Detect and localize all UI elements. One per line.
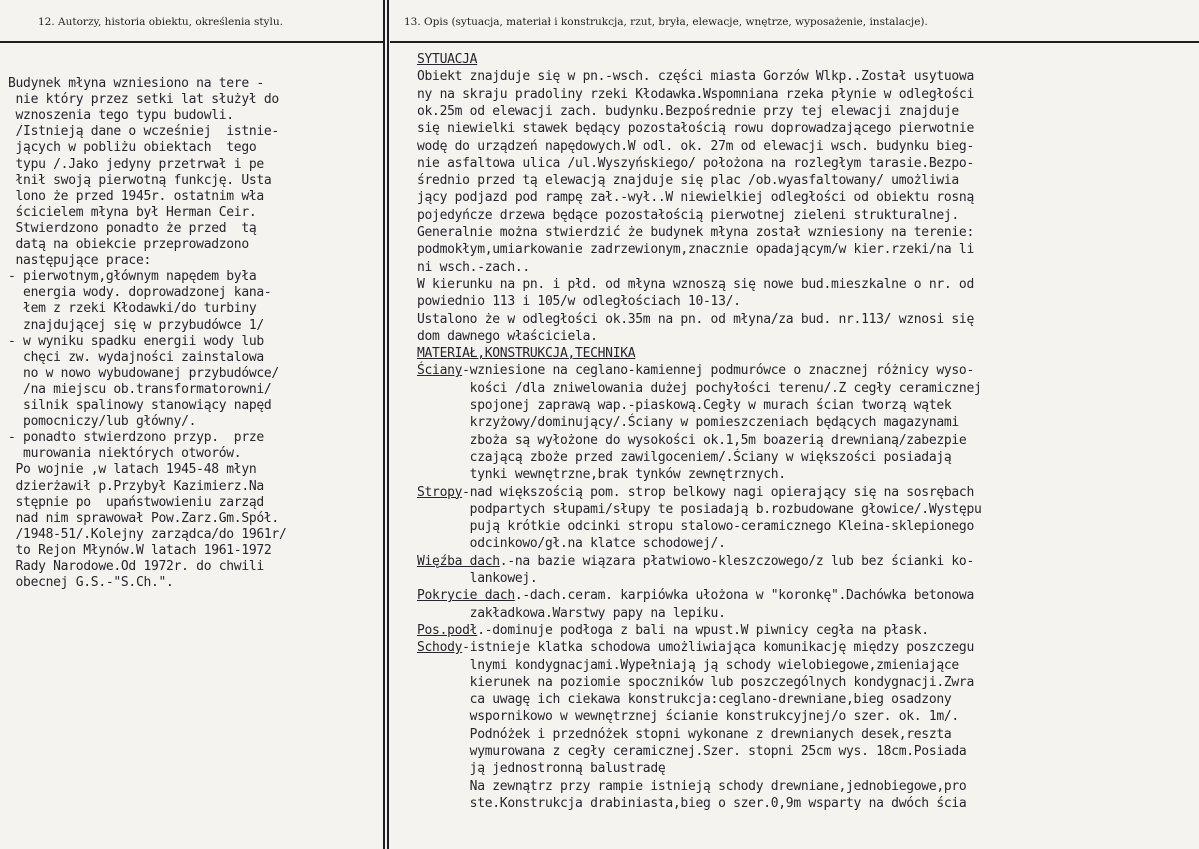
history-line: murowania niektórych otworów. bbox=[8, 446, 242, 462]
history-line: łnił swoją pierwotną funkcję. Usta bbox=[8, 172, 272, 188]
description-line bbox=[417, 761, 665, 776]
description-line bbox=[417, 346, 635, 361]
description-line bbox=[417, 796, 966, 811]
description-line bbox=[417, 415, 959, 430]
description-line bbox=[417, 260, 530, 275]
line-text: Generalnie można stwierdzić że budynek młyna został wzniesiony na terenie: bbox=[417, 225, 974, 240]
line-text: .-na bazie wiązara płatwiowo-kleszczowego/z lub bez ścianki ko- bbox=[499, 553, 974, 569]
line-text: powiednio 113 i 105/w odległościach 10-13/. bbox=[417, 294, 741, 310]
line-text: zboża są wyłożone do wysokości ok.1,5m boazerią drewnianą/zabezpie bbox=[417, 432, 967, 448]
line-text: średnio przed tą elewacją znajduje się plac /ob.wyasfaltowany/ umożliwia bbox=[417, 173, 959, 189]
history-header-rule bbox=[0, 41, 383, 43]
history-line: /1948-51/.Kolejny zarządca/do 1961r/ bbox=[8, 526, 287, 542]
line-text: tynki wewnętrzne,brak tynków zewnętrznych. bbox=[417, 467, 786, 483]
description-line bbox=[417, 658, 959, 673]
description-column bbox=[390, 0, 1199, 849]
description-line bbox=[417, 363, 974, 378]
description-line bbox=[417, 692, 951, 707]
line-text: ca uwagę ich ciekawa konstrukcja:ceglano-drewniane,bieg osadzony bbox=[417, 692, 952, 708]
history-line: wznoszenia tego typu budowli. bbox=[8, 108, 234, 124]
history-line: lono że przed 1945r. ostatnim wła bbox=[8, 188, 264, 204]
line-text: podpartych słupami/słupy te posiadają b.rozbudowane głowice/.Występu bbox=[417, 501, 982, 517]
description-line bbox=[417, 87, 974, 102]
history-line: energia wody. doprowadzonej kana- bbox=[8, 285, 272, 301]
description-line bbox=[417, 779, 966, 794]
description-line bbox=[417, 312, 974, 327]
history-line: chęci zw. wydajności zainstalowa bbox=[8, 349, 264, 365]
line-text: odcinkowo/gł.na klatce schodowej/. bbox=[417, 536, 726, 552]
description-line bbox=[417, 121, 974, 136]
description-line bbox=[417, 450, 951, 465]
line-text: .-dominuje podłoga z bali na wpust.W piwnicy cegła na płask. bbox=[477, 622, 929, 638]
line-text: wodę do urządzeń napędowych.W odl. ok. 27m od elewacji wsch. budynku bieg- bbox=[417, 138, 974, 154]
history-column bbox=[0, 0, 384, 849]
history-line: typu /.Jako jedyny przetrwał i pe bbox=[8, 156, 264, 172]
line-text: pojedyńcze drzewa będące pozostałością pierwotnej zieleni strukturalnej. bbox=[417, 207, 959, 223]
history-line: to Rejon Młynów.W latach 1961-1972 bbox=[8, 542, 272, 558]
line-text: ok.25m od elewacji zach. budynku.Bezpośrednie przy tej elewacji znajduje bbox=[417, 103, 959, 119]
line-text: Na zewnątrz przy rampie istnieją schody drewniane,jednobiegowe,pro bbox=[417, 778, 967, 794]
line-text: pują krótkie odcinki stropu stalowo-ceramicznego Kleina-sklepionego bbox=[417, 519, 974, 535]
history-line: jących w pobliżu obiektach tego bbox=[8, 140, 257, 156]
line-text: W kierunku na pn. i płd. od młyna wznoszą się nowe bud.mieszkalne o nr. od bbox=[417, 276, 974, 292]
description-line bbox=[417, 588, 974, 603]
history-line: no w nowo wybudowanej przybudówce/ bbox=[8, 365, 279, 381]
description-line bbox=[417, 156, 974, 171]
history-line: - pierwotnym,głównym napędem była bbox=[8, 269, 257, 285]
description-line bbox=[417, 709, 959, 724]
description-line bbox=[417, 433, 966, 448]
description-line bbox=[417, 294, 741, 309]
history-line: łem z rzeki Kłodawki/do turbiny bbox=[8, 301, 257, 317]
line-text: Obiekt znajduje się w pn.-wsch. części miasta Gorzów Wlkp..Został usytuowa bbox=[417, 69, 974, 85]
history-line: /na miejscu ob.transformatorowni/ bbox=[8, 381, 272, 397]
description-line bbox=[417, 398, 951, 413]
history-line: pomocniczy/lub główny/. bbox=[8, 414, 197, 430]
line-text: ste.Konstrukcja drabiniasta,bieg o szer.0,9m wsparty na dwóch ścia bbox=[417, 795, 967, 811]
line-text: kości /dla zniwelowania dużej pochyłości terenu/.Z cegły ceramicznej bbox=[417, 380, 982, 396]
section-term: SYTUACJA bbox=[417, 52, 478, 67]
description-line bbox=[417, 571, 537, 586]
description-line bbox=[417, 640, 974, 655]
description-line bbox=[417, 381, 982, 396]
line-text: się niewielki stawek będący pozostałością rowu doprowadzającego pierwotnie bbox=[417, 121, 974, 137]
history-line: stępnie po upaństwowieniu zarząd bbox=[8, 494, 264, 510]
description-header: 13. Opis (sytuacja, materiał i konstrukcja, rzut, bryła, elewacje, wnętrze, wyposażenie, instalacje). bbox=[404, 16, 928, 28]
line-text: dom dawnego właściciela. bbox=[417, 328, 598, 344]
history-line: Stwierdzono ponadto że przed tą bbox=[8, 220, 257, 236]
description-line bbox=[417, 190, 974, 205]
section-term: MATERIAŁ,KONSTRUKCJA,TECHNIKA bbox=[417, 346, 636, 362]
description-line bbox=[417, 104, 959, 119]
description-line bbox=[417, 242, 974, 257]
description-line bbox=[417, 52, 477, 67]
line-text: ni wsch.-zach.. bbox=[417, 259, 530, 275]
description-line bbox=[417, 536, 726, 551]
history-line: znajdującej się w przybudówce 1/ bbox=[8, 317, 264, 333]
line-text: podmokłym,umiarkowanie zadrzewionym,znacznie opadającym/w kier.rzeki/na li bbox=[417, 242, 974, 258]
description-line bbox=[417, 675, 974, 690]
description-line bbox=[417, 744, 966, 759]
description-header-rule bbox=[390, 41, 1199, 43]
description-line bbox=[417, 623, 929, 638]
history-line: następujące prace: bbox=[8, 253, 152, 269]
line-text: wymurowana z cegły ceramicznej.Szer. stopni 25cm wys. 18cm.Posiada bbox=[417, 744, 967, 759]
description-line bbox=[417, 329, 598, 344]
line-text: .-dach.ceram. karpiówka ułożona w "koronkę".Dachówka betonowa bbox=[514, 588, 974, 604]
history-line: /Istnieją dane o wcześniej istnie- bbox=[8, 124, 279, 140]
line-text: kierunek na poziomie spoczników lub poszczególnych kondygnacji.Zwra bbox=[417, 674, 974, 690]
line-text: Podnóżek i przednóżek stopni wykonane z drewnianych desek,reszta bbox=[417, 726, 952, 742]
line-text: lnymi kondygnacjami.Wypełniają ją schody wielobiegowe,zmieniające bbox=[417, 657, 959, 673]
section-term: Schody bbox=[417, 640, 463, 656]
history-line: dzierżawił p.Przybył Kazimierz.Na bbox=[8, 478, 264, 494]
line-text: spojonej zaprawą wap.-piaskową.Cegły w murach ścian tworzą wątek bbox=[417, 398, 952, 413]
description-line bbox=[417, 69, 974, 84]
history-line: Rady Narodowe.Od 1972r. do chwili bbox=[8, 559, 264, 574]
history-line: Budynek młyna wzniesiono na tere - bbox=[8, 76, 264, 91]
description-line bbox=[417, 502, 982, 517]
line-text: ją jednostronną balustradę bbox=[417, 761, 666, 777]
line-text: -nad większością pom. strop belkowy nagi opierający się na sosrębach bbox=[462, 484, 974, 500]
description-line bbox=[417, 519, 974, 534]
description-line bbox=[417, 139, 974, 154]
history-line: datą na obiekcie przeprowadzono bbox=[8, 237, 249, 252]
section-term: Stropy bbox=[417, 484, 463, 500]
description-line bbox=[417, 225, 974, 240]
line-text: ny na skraju pradoliny rzeki Kłodawka.Wspomniana rzeka płynie w odległości bbox=[417, 86, 974, 102]
history-line: - ponadto stwierdzono przyp. prze bbox=[8, 430, 264, 446]
line-text: -wzniesione na ceglano-kamiennej podmurówce o znacznej różnicy wyso- bbox=[462, 363, 974, 379]
history-header: 12. Autorzy, historia obiektu, określenia stylu. bbox=[38, 16, 283, 28]
history-line: - w wyniku spadku energii wody lub bbox=[8, 333, 264, 349]
description-line bbox=[417, 208, 959, 223]
description-line bbox=[417, 467, 786, 482]
line-text: lankowej. bbox=[417, 571, 538, 586]
line-text: Ustalono że w odległości ok.35m na pn. od młyna/za bud. nr.113/ wznosi się bbox=[417, 311, 974, 327]
description-line bbox=[417, 485, 974, 500]
history-line: Po wojnie ,w latach 1945-48 młyn bbox=[8, 462, 257, 478]
line-text: jący podjazd pod rampę zał.-wył..W niewielkiej odległości od obiektu rosną bbox=[417, 190, 974, 206]
line-text: -istnieje klatka schodowa umożliwiająca komunikację między poszczegu bbox=[462, 640, 974, 656]
section-term: Pokrycie dach bbox=[417, 588, 515, 604]
line-text: czającą zboże przed zawilgoceniem/.Ściany w większości posiadają bbox=[417, 449, 952, 465]
section-term: Pos.podł bbox=[417, 622, 478, 638]
description-line bbox=[417, 173, 959, 188]
history-line: nad nim sprawował Pow.Zarz.Gm.Spół. bbox=[8, 510, 279, 526]
description-line bbox=[417, 606, 726, 621]
history-line: nie który przez setki lat służył do bbox=[8, 92, 279, 108]
line-text: zakładkowa.Warstwy papy na lepiku. bbox=[417, 605, 726, 621]
section-term: Więźba dach bbox=[417, 553, 500, 569]
description-line bbox=[417, 277, 974, 292]
line-text: krzyżowy/dominujący/.Ściany w pomieszczeniach będących magazynami bbox=[417, 415, 959, 431]
history-line: obecnej G.S.-"S.Ch.". bbox=[8, 575, 174, 591]
history-line: ścicielem młyna był Herman Ceir. bbox=[8, 204, 257, 220]
description-line bbox=[417, 727, 951, 742]
description-line bbox=[417, 554, 974, 569]
line-text: wspornikowo w wewnętrznej ścianie konstrukcyjnej/o szer. ok. 1m/. bbox=[417, 709, 959, 725]
section-term: Ściany bbox=[417, 363, 463, 379]
column-divider-right bbox=[387, 0, 389, 849]
line-text: nie asfaltowa ulica /ul.Wyszyńskiego/ położona na rozległym tarasie.Bezpo- bbox=[417, 155, 974, 171]
history-line: silnik spalinowy stanowiący napęd bbox=[8, 398, 272, 413]
